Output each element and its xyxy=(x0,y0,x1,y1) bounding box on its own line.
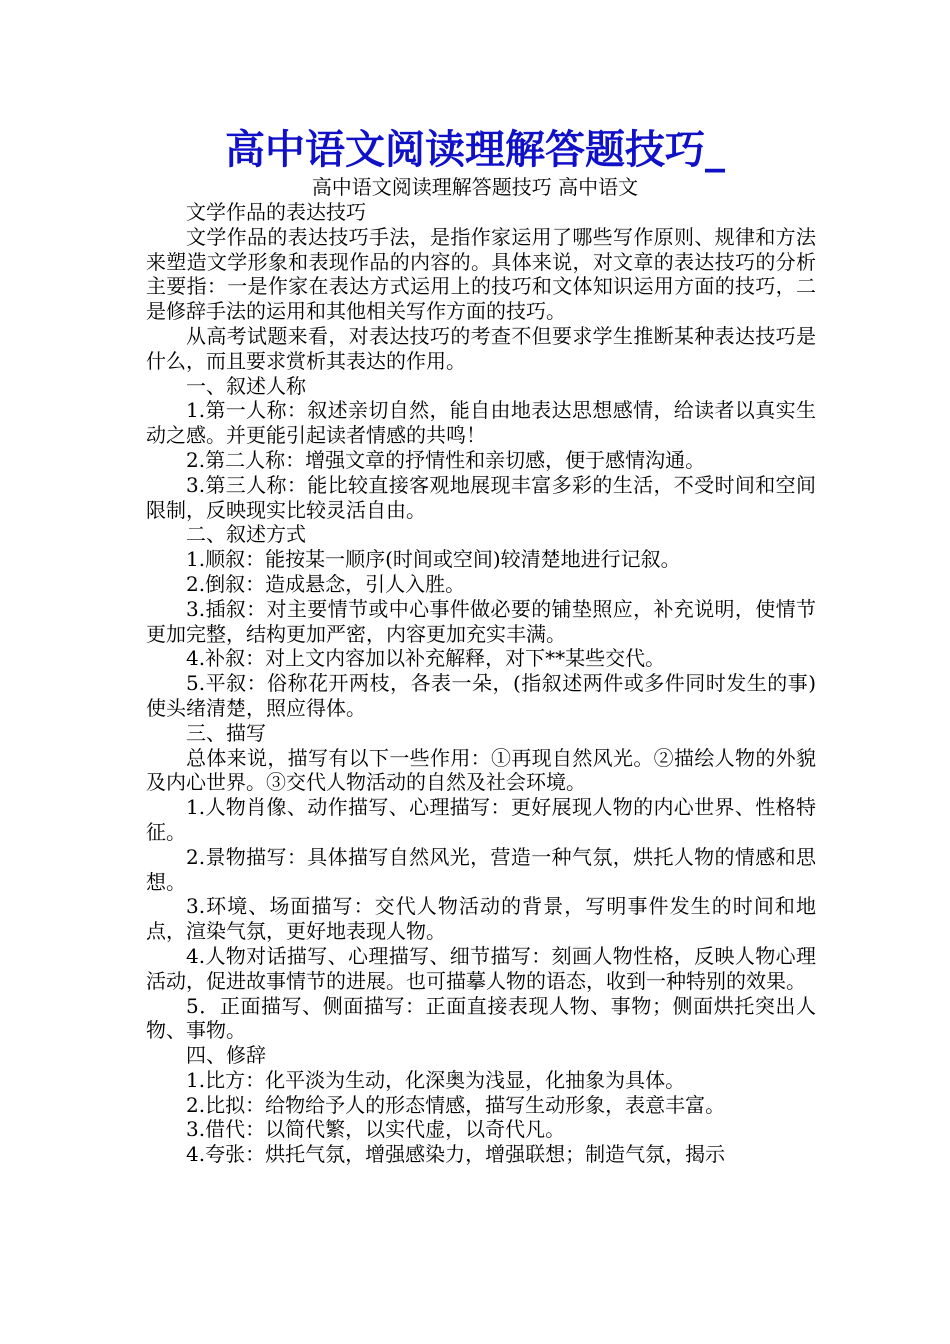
paragraph: 2.比拟：给物给予人的形态情感，描写生动形象，表意丰富。 xyxy=(186,1092,726,1117)
section-heading: 三、描写 xyxy=(186,720,266,745)
paragraph: 4.人物对话描写、心理描写、细节描写：刻画人物性格，反映人物心理活动，促进故事情节的进展。也可描摹人物的语态，收到一种特别的效果。 xyxy=(146,943,816,993)
paragraph: 1.比方：化平淡为生动，化深奥为浅显，化抽象为具体。 xyxy=(186,1067,686,1092)
paragraph: 3.借代：以简代繁，以实代虚，以奇代凡。 xyxy=(186,1117,566,1142)
paragraph: 文学作品的表达技巧手法，是指作家运用了哪些写作原则、规律和方法来塑造文学形象和表现作品的内容的。具体来说，对文章的表达技巧的分析主要指：一是作家在表达方式运用上的技巧和文体知识运用方面的技巧，二是修辞手法的运用和其他相关写作方面的技巧。 xyxy=(146,224,816,324)
paragraph: 4.夸张：烘托气氛，增强感染力，增强联想；制造气氛，揭示 xyxy=(186,1142,726,1167)
document-body xyxy=(146,200,816,1167)
paragraph: 3.环境、场面描写：交代人物活动的背景，写明事件发生的时间和地点，渲染气氛，更好地表现人物。 xyxy=(146,894,816,944)
paragraph: 3.第三人称：能比较直接客观地展现丰富多彩的生活，不受时间和空间限制，反映现实比较灵活自由。 xyxy=(146,472,816,522)
paragraph: 2.第二人称：增强文章的抒情性和亲切感，便于感情沟通。 xyxy=(186,447,706,472)
section-heading: 一、叙述人称 xyxy=(186,373,306,398)
section-heading: 二、叙述方式 xyxy=(186,522,306,547)
paragraph: 5.平叙：俗称花开两枝，各表一朵，(指叙述两件或多件同时发生的事)使头绪清楚，照应得体。 xyxy=(146,671,816,720)
paragraph: 3.插叙：对主要情节或中心事件做必要的铺垫照应，补充说明，使情节更加完整，结构更加严密，内容更加充实丰满。 xyxy=(146,596,816,646)
paragraph: 1.第一人称：叙述亲切自然，能自由地表达思想感情，给读者以真实生动之感。并更能引起读者情感的共鸣！ xyxy=(146,398,816,448)
paragraph: 2.景物描写：具体描写自然风光，营造一种气氛，烘托人物的情感和思想。 xyxy=(146,844,816,894)
section-heading: 四、修辞 xyxy=(186,1043,266,1068)
paragraph: 1.顺叙：能按某一顺序(时间或空间)较清楚地进行记叙。 xyxy=(186,547,681,572)
paragraph: 文学作品的表达技巧 xyxy=(186,200,366,224)
document-title: 高中语文阅读理解答题技巧_ xyxy=(225,126,725,173)
paragraph: 2.倒叙：造成悬念，引人入胜。 xyxy=(186,571,466,596)
document-subtitle: 高中语文阅读理解答题技巧 高中语文 xyxy=(311,175,639,199)
paragraph: 从高考试题来看，对表达技巧的考查不但要求学生推断某种表达技巧是什么，而且要求赏析其表达的作用。 xyxy=(146,323,816,373)
paragraph: 总体来说，描写有以下一些作用：①再现自然风光。②描绘人物的外貌及内心世界。③交代人物活动的自然及社会环境。 xyxy=(146,745,816,795)
paragraph: 5．正面描写、侧面描写：正面直接表现人物、事物；侧面烘托突出人物、事物。 xyxy=(146,993,816,1043)
paragraph: 4.补叙：对上文内容加以补充解释，对下**某些交代。 xyxy=(186,646,666,671)
paragraph: 1.人物肖像、动作描写、心理描写：更好展现人物的内心世界、性格特征。 xyxy=(146,795,816,844)
